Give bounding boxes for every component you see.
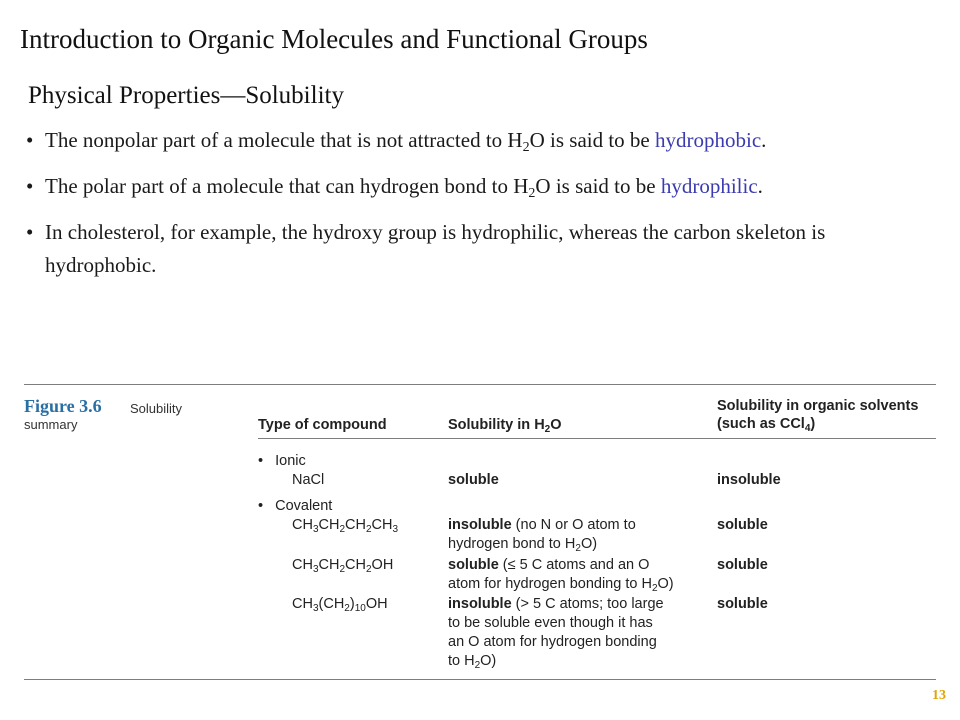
group-covalent: • Covalent: [258, 498, 333, 514]
nacl-water-solubility: soluble: [448, 472, 499, 488]
figure-caption: Solubility: [130, 401, 183, 416]
header-rule: [258, 438, 936, 439]
bullet-text: The nonpolar part of a molecule that is not attracted to $H_2O$ is said to be hydrophobic.: [45, 128, 767, 155]
bullet-hydrophobic: [26, 124, 941, 157]
bullet-list: [26, 124, 941, 295]
group-ionic: • Ionic: [258, 453, 306, 469]
bullet-dot: •: [26, 128, 34, 152]
bullet-text: The polar part of a molecule that can hydrogen bond to $H_2O$ is said to be hydrophilic.: [45, 174, 763, 201]
figure-bottom-rule: [24, 679, 936, 680]
keyword-hydrophobic: hydrophobic: [655, 128, 762, 152]
undecanol-water-solubility: insoluble (> 5 C atoms; too large to be soluble even though it has an O atom for hydrogen bonding to $H_2O$): [448, 596, 664, 671]
propanol-organic-solubility: soluble: [717, 557, 768, 573]
bullet-hydrophilic: [26, 170, 941, 203]
page-number: 13: [932, 688, 946, 703]
slide-subtitle: Physical Properties—Solubility: [28, 82, 344, 109]
bullet-text: In cholesterol, for example, the hydroxy group is hydrophilic, whereas the carbon skeleton is hydrophobic.: [45, 220, 826, 277]
header-water-solubility: Solubility in $H_2O$: [448, 417, 562, 435]
header-type-of-compound: Type of compound: [258, 417, 387, 433]
compound-undecanol: $CH_3(CH_2)_{10}OH$: [292, 596, 388, 614]
undecanol-organic-solubility: soluble: [717, 596, 768, 612]
butane-organic-solubility: soluble: [717, 517, 768, 533]
compound-nacl: NaCl: [292, 472, 325, 488]
keyword-hydrophilic: hydrophilic: [660, 174, 758, 198]
nacl-organic-solubility: insoluble: [717, 472, 781, 488]
slide-title: Introduction to Organic Molecules and Functional Groups: [20, 24, 648, 54]
figure-label: Figure 3.6: [24, 396, 102, 416]
figure-caption-2: summary: [24, 417, 78, 432]
compound-butane: $CH_3CH_2CH_2CH_3$: [292, 517, 399, 535]
bullet-dot: •: [26, 220, 34, 244]
compound-propanol: $CH_3CH_2CH_2OH$: [292, 557, 394, 575]
header-organic-solubility: Solubility in organic solvents (such as CCl$_4$): [717, 398, 919, 434]
bullet-cholesterol: [26, 216, 941, 282]
butane-water-solubility: insoluble (no N or O atom to hydrogen bond to $H_2O$): [448, 517, 636, 554]
propanol-water-solubility: soluble (≤ 5 C atoms and an O atom for hydrogen bonding to $H_2O$): [448, 557, 674, 594]
bullet-dot: •: [26, 174, 34, 198]
figure-top-rule: [24, 384, 936, 385]
